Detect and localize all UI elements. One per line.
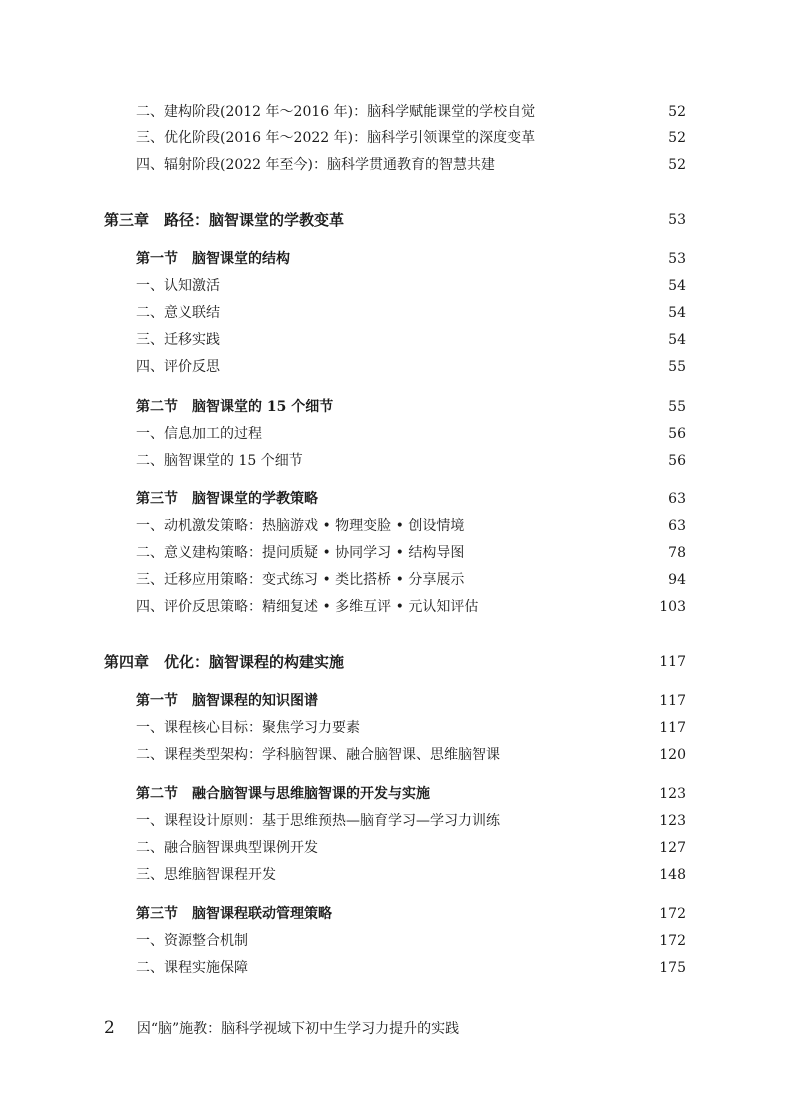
toc-entry	[0, 126, 790, 150]
toc-entry	[0, 929, 790, 953]
page-number: 2	[104, 1018, 115, 1038]
toc-entry-page: 175	[659, 960, 686, 976]
toc-entry-title: 一、动机激发策略：热脑游戏 • 物理变脸 • 创设情境	[136, 518, 465, 534]
toc-entry-title: 一、课程核心目标：聚焦学习力要素	[136, 720, 360, 736]
toc-chapter-page: 117	[659, 654, 686, 670]
toc-entry-page: 103	[659, 599, 686, 615]
toc-entry	[0, 514, 790, 538]
toc-entry	[0, 568, 790, 592]
toc-entry-page: 172	[659, 933, 686, 949]
toc-entry-page: 123	[659, 813, 686, 829]
toc-entry	[0, 274, 790, 298]
toc-entry-title: 二、融合脑智课典型课例开发	[136, 840, 318, 856]
toc-entry-page: 55	[668, 359, 686, 375]
toc-entry-title: 三、思维脑智课程开发	[136, 867, 276, 883]
toc-entry-page: 120	[659, 747, 686, 763]
toc-entry	[0, 716, 790, 740]
toc-entry-title: 二、课程类型架构：学科脑智课、融合脑智课、思维脑智课	[136, 747, 500, 763]
toc-chapter-page: 53	[668, 212, 686, 228]
toc-entry-title: 二、脑智课堂的 15 个细节	[136, 453, 303, 469]
toc-entry-page: 148	[659, 867, 686, 883]
toc-entry-title: 一、课程设计原则：基于思维预热—脑育学习—学习力训练	[136, 813, 500, 829]
toc-entry-title: 二、课程实施保障	[136, 960, 248, 976]
toc-entry	[0, 956, 790, 980]
toc-section-page: 117	[659, 693, 686, 709]
page-footer	[104, 1016, 459, 1041]
toc-entry-page: 54	[668, 332, 686, 348]
toc-section	[0, 487, 790, 511]
toc-entry-page: 63	[668, 518, 686, 534]
toc-section-page: 53	[668, 251, 686, 267]
toc-chapter	[0, 208, 790, 232]
toc-section-title: 第三节 脑智课程联动管理策略	[136, 906, 332, 922]
toc-entry	[0, 355, 790, 379]
running-title: 因“脑”施教：脑科学视域下初中生学习力提升的实践	[136, 1021, 460, 1037]
toc-entry	[0, 836, 790, 860]
toc-entry-page: 54	[668, 278, 686, 294]
toc-entry	[0, 301, 790, 325]
toc-entry-title: 三、优化阶段(2016 年～2022 年)：脑科学引领课堂的深度变革	[136, 130, 536, 146]
toc-section-page: 172	[659, 906, 686, 922]
toc-section-title: 第二节 融合脑智课与思维脑智课的开发与实施	[136, 786, 430, 802]
toc-entry-page: 127	[659, 840, 686, 856]
toc-entry-page: 52	[668, 130, 686, 146]
toc-entry	[0, 809, 790, 833]
toc-entry-title: 一、认知激活	[136, 278, 220, 294]
toc-section-title: 第一节 脑智课堂的结构	[136, 251, 290, 267]
toc-chapter-title: 第四章 优化：脑智课程的构建实施	[104, 653, 345, 671]
toc-entry-page: 52	[668, 104, 686, 120]
toc-section	[0, 782, 790, 806]
toc-entry-title: 二、意义联结	[136, 305, 220, 321]
toc-entry	[0, 422, 790, 446]
toc-entry-page: 78	[668, 545, 686, 561]
toc-chapter-title: 第三章 路径：脑智课堂的学教变革	[104, 211, 345, 229]
toc-section	[0, 689, 790, 713]
toc-entry-title: 二、意义建构策略：提问质疑 • 协同学习 • 结构导图	[136, 545, 465, 561]
toc-section	[0, 247, 790, 271]
toc-entry	[0, 153, 790, 177]
toc-entry-page: 56	[668, 453, 686, 469]
toc-entry-page: 54	[668, 305, 686, 321]
toc-entry-title: 二、建构阶段(2012 年～2016 年)：脑科学赋能课堂的学校自觉	[136, 104, 536, 120]
toc-chapter	[0, 650, 790, 674]
toc-entry-title: 一、信息加工的过程	[136, 426, 262, 442]
toc-section-title: 第三节 脑智课堂的学教策略	[136, 491, 318, 507]
toc-entry-title: 三、迁移实践	[136, 332, 220, 348]
toc-section-title: 第一节 脑智课程的知识图谱	[136, 693, 318, 709]
toc-entry-title: 四、辐射阶段(2022 年至今)：脑科学贯通教育的智慧共建	[136, 157, 496, 173]
toc-section-page: 55	[668, 399, 686, 415]
toc-section	[0, 395, 790, 419]
toc-entry-page: 52	[668, 157, 686, 173]
toc-entry-title: 四、评价反思	[136, 359, 220, 375]
toc-section-page: 63	[668, 491, 686, 507]
toc-entry-page: 56	[668, 426, 686, 442]
toc-entry-page: 117	[659, 720, 686, 736]
toc-entry	[0, 100, 790, 124]
toc-entry	[0, 541, 790, 565]
toc-entry	[0, 863, 790, 887]
toc-entry	[0, 743, 790, 767]
toc-entry	[0, 595, 790, 619]
toc-entry	[0, 449, 790, 473]
toc-section	[0, 902, 790, 926]
toc-entry-page: 94	[668, 572, 686, 588]
toc-entry-title: 一、资源整合机制	[136, 933, 248, 949]
toc-section-title: 第二节 脑智课堂的 15 个细节	[136, 399, 334, 415]
toc-entry-title: 四、评价反思策略：精细复述 • 多维互评 • 元认知评估	[136, 599, 479, 615]
toc-section-page: 123	[659, 786, 686, 802]
toc-entry-title: 三、迁移应用策略：变式练习 • 类比搭桥 • 分享展示	[136, 572, 465, 588]
toc-entry	[0, 328, 790, 352]
